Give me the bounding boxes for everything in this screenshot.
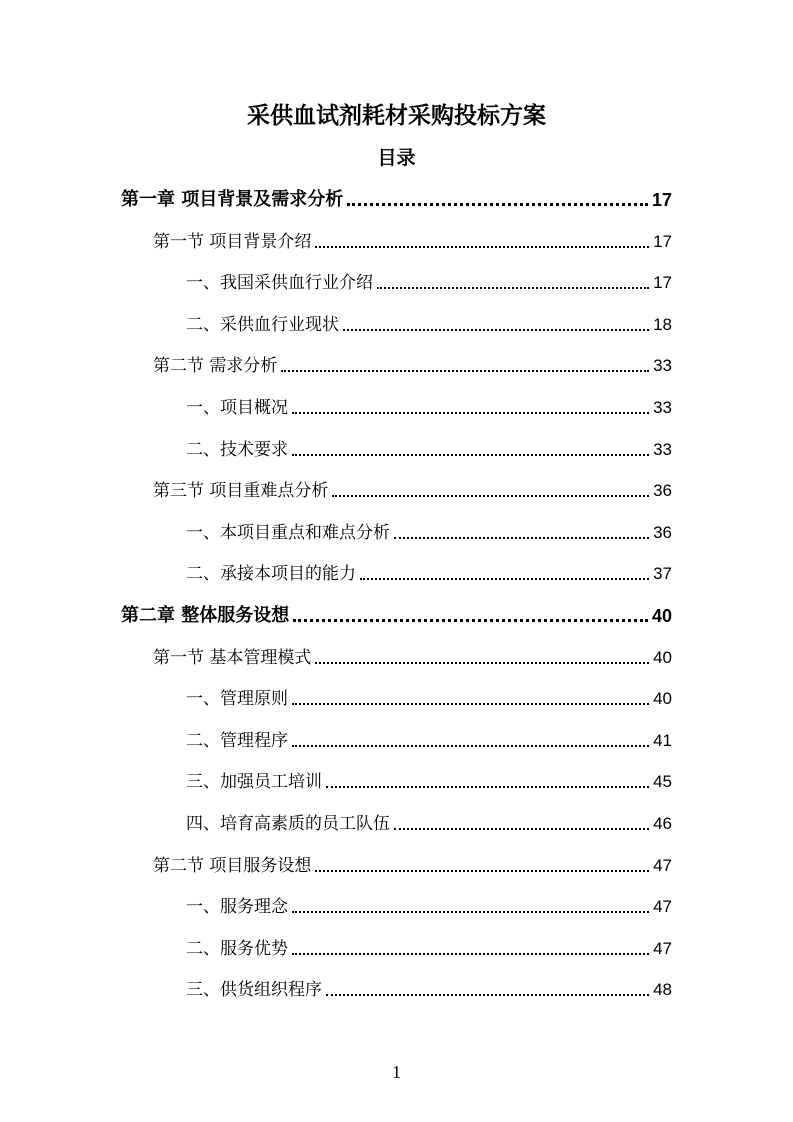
document-title: 采供血试剂耗材采购投标方案 [247, 103, 546, 129]
toc-entry-page: 47 [653, 897, 672, 917]
toc-entry [186, 970, 672, 1002]
toc-entry [186, 513, 672, 545]
toc-entry-page: 47 [653, 938, 672, 958]
toc-dot-leader [281, 370, 649, 372]
toc-entry [186, 430, 672, 462]
toc-entry-label: 三、供货组织程序 [186, 980, 322, 1001]
toc-dot-leader [292, 911, 649, 913]
toc-entry-page: 17 [651, 190, 672, 210]
toc-dot-leader [292, 745, 649, 747]
toc-entry [186, 887, 672, 919]
toc-entry [186, 929, 672, 961]
toc-dot-leader [292, 412, 649, 414]
toc-entry-page: 46 [653, 814, 672, 833]
toc-dot-leader [347, 203, 648, 206]
toc-entry-label: 一、服务理念 [186, 897, 288, 918]
toc-dot-leader [293, 619, 648, 622]
toc-entry-label: 第二节 需求分析 [153, 356, 278, 377]
toc-entry-label: 三、加强员工培训 [186, 772, 322, 793]
toc-entry-label: 一、项目概况 [186, 398, 288, 418]
toc-entry [186, 679, 672, 711]
toc-dot-leader [292, 454, 649, 456]
toc-entry-page: 40 [653, 689, 672, 709]
toc-entry-page: 17 [653, 273, 672, 293]
toc-entry-label: 第二章 整体服务设想 [121, 605, 290, 626]
toc-dot-leader [315, 246, 649, 248]
toc-entry-label: 第二节 项目服务设想 [153, 855, 312, 876]
toc-dot-leader [360, 578, 649, 580]
toc-entry [186, 721, 672, 753]
toc-entry-label: 二、采供血行业现状 [186, 314, 339, 335]
toc-entry-label: 第一节 项目背景介绍 [153, 231, 312, 252]
toc-dot-leader [315, 870, 649, 872]
toc-dot-leader [377, 287, 649, 289]
toc-entry-label: 一、管理原则 [186, 689, 288, 710]
toc-entry-page: 40 [653, 647, 672, 667]
toc-entry-label: 第三节 项目重难点分析 [153, 481, 329, 502]
toc-entry [153, 471, 672, 503]
toc-entry-page: 33 [653, 356, 672, 376]
toc-entry-label: 四、培育高素质的员工队伍 [186, 814, 390, 834]
toc-dot-leader [315, 662, 649, 664]
toc-dot-leader [394, 828, 649, 830]
toc-entry [121, 596, 672, 628]
toc-entry [153, 638, 672, 670]
toc-entry-page: 18 [653, 314, 672, 334]
toc-entry-label: 一、本项目重点和难点分析 [186, 522, 390, 543]
toc-dot-leader [394, 537, 649, 539]
toc-entry-label: 一、我国采供血行业介绍 [186, 273, 373, 294]
toc-entry-page: 40 [651, 606, 672, 626]
toc-entry-page: 41 [653, 730, 672, 750]
toc-entry-label: 第一节 基本管理模式 [153, 647, 312, 668]
toc-dot-leader [292, 953, 649, 955]
toc-entry-label: 二、承接本项目的能力 [186, 564, 356, 585]
toc-entry-page: 45 [653, 772, 672, 792]
toc-entry-label: 二、技术要求 [186, 439, 288, 460]
toc-entry [186, 804, 672, 836]
toc-entry-page: 36 [653, 481, 672, 501]
toc-entry [121, 180, 672, 212]
toc-entry-page: 36 [653, 522, 672, 542]
toc-entry [186, 554, 672, 586]
toc-dot-leader [326, 994, 649, 996]
toc-entry [153, 222, 672, 254]
toc-dot-leader [326, 786, 649, 788]
toc-entry-page: 47 [653, 855, 672, 875]
toc-entry-page: 37 [653, 564, 672, 584]
toc-entry-label: 二、管理程序 [186, 730, 288, 751]
toc-dot-leader [343, 329, 649, 331]
page-number: 1 [392, 1062, 401, 1082]
toc-dot-leader [332, 495, 649, 497]
toc-entry [186, 388, 672, 420]
toc-dot-leader [292, 703, 649, 705]
toc-entry [153, 846, 672, 878]
toc-entry [186, 305, 672, 337]
toc-entry [153, 346, 672, 378]
toc-heading: 目录 [377, 147, 416, 169]
toc-entry-label: 第一章 项目背景及需求分析 [121, 189, 344, 210]
toc-entry-page: 33 [653, 439, 672, 459]
toc-entry [186, 263, 672, 295]
toc-entry-page: 17 [653, 231, 672, 251]
toc-entry-page: 33 [653, 398, 672, 417]
toc-entry-page: 48 [653, 980, 672, 1000]
toc-entry-label: 二、服务优势 [186, 938, 288, 959]
toc-entry [186, 762, 672, 794]
